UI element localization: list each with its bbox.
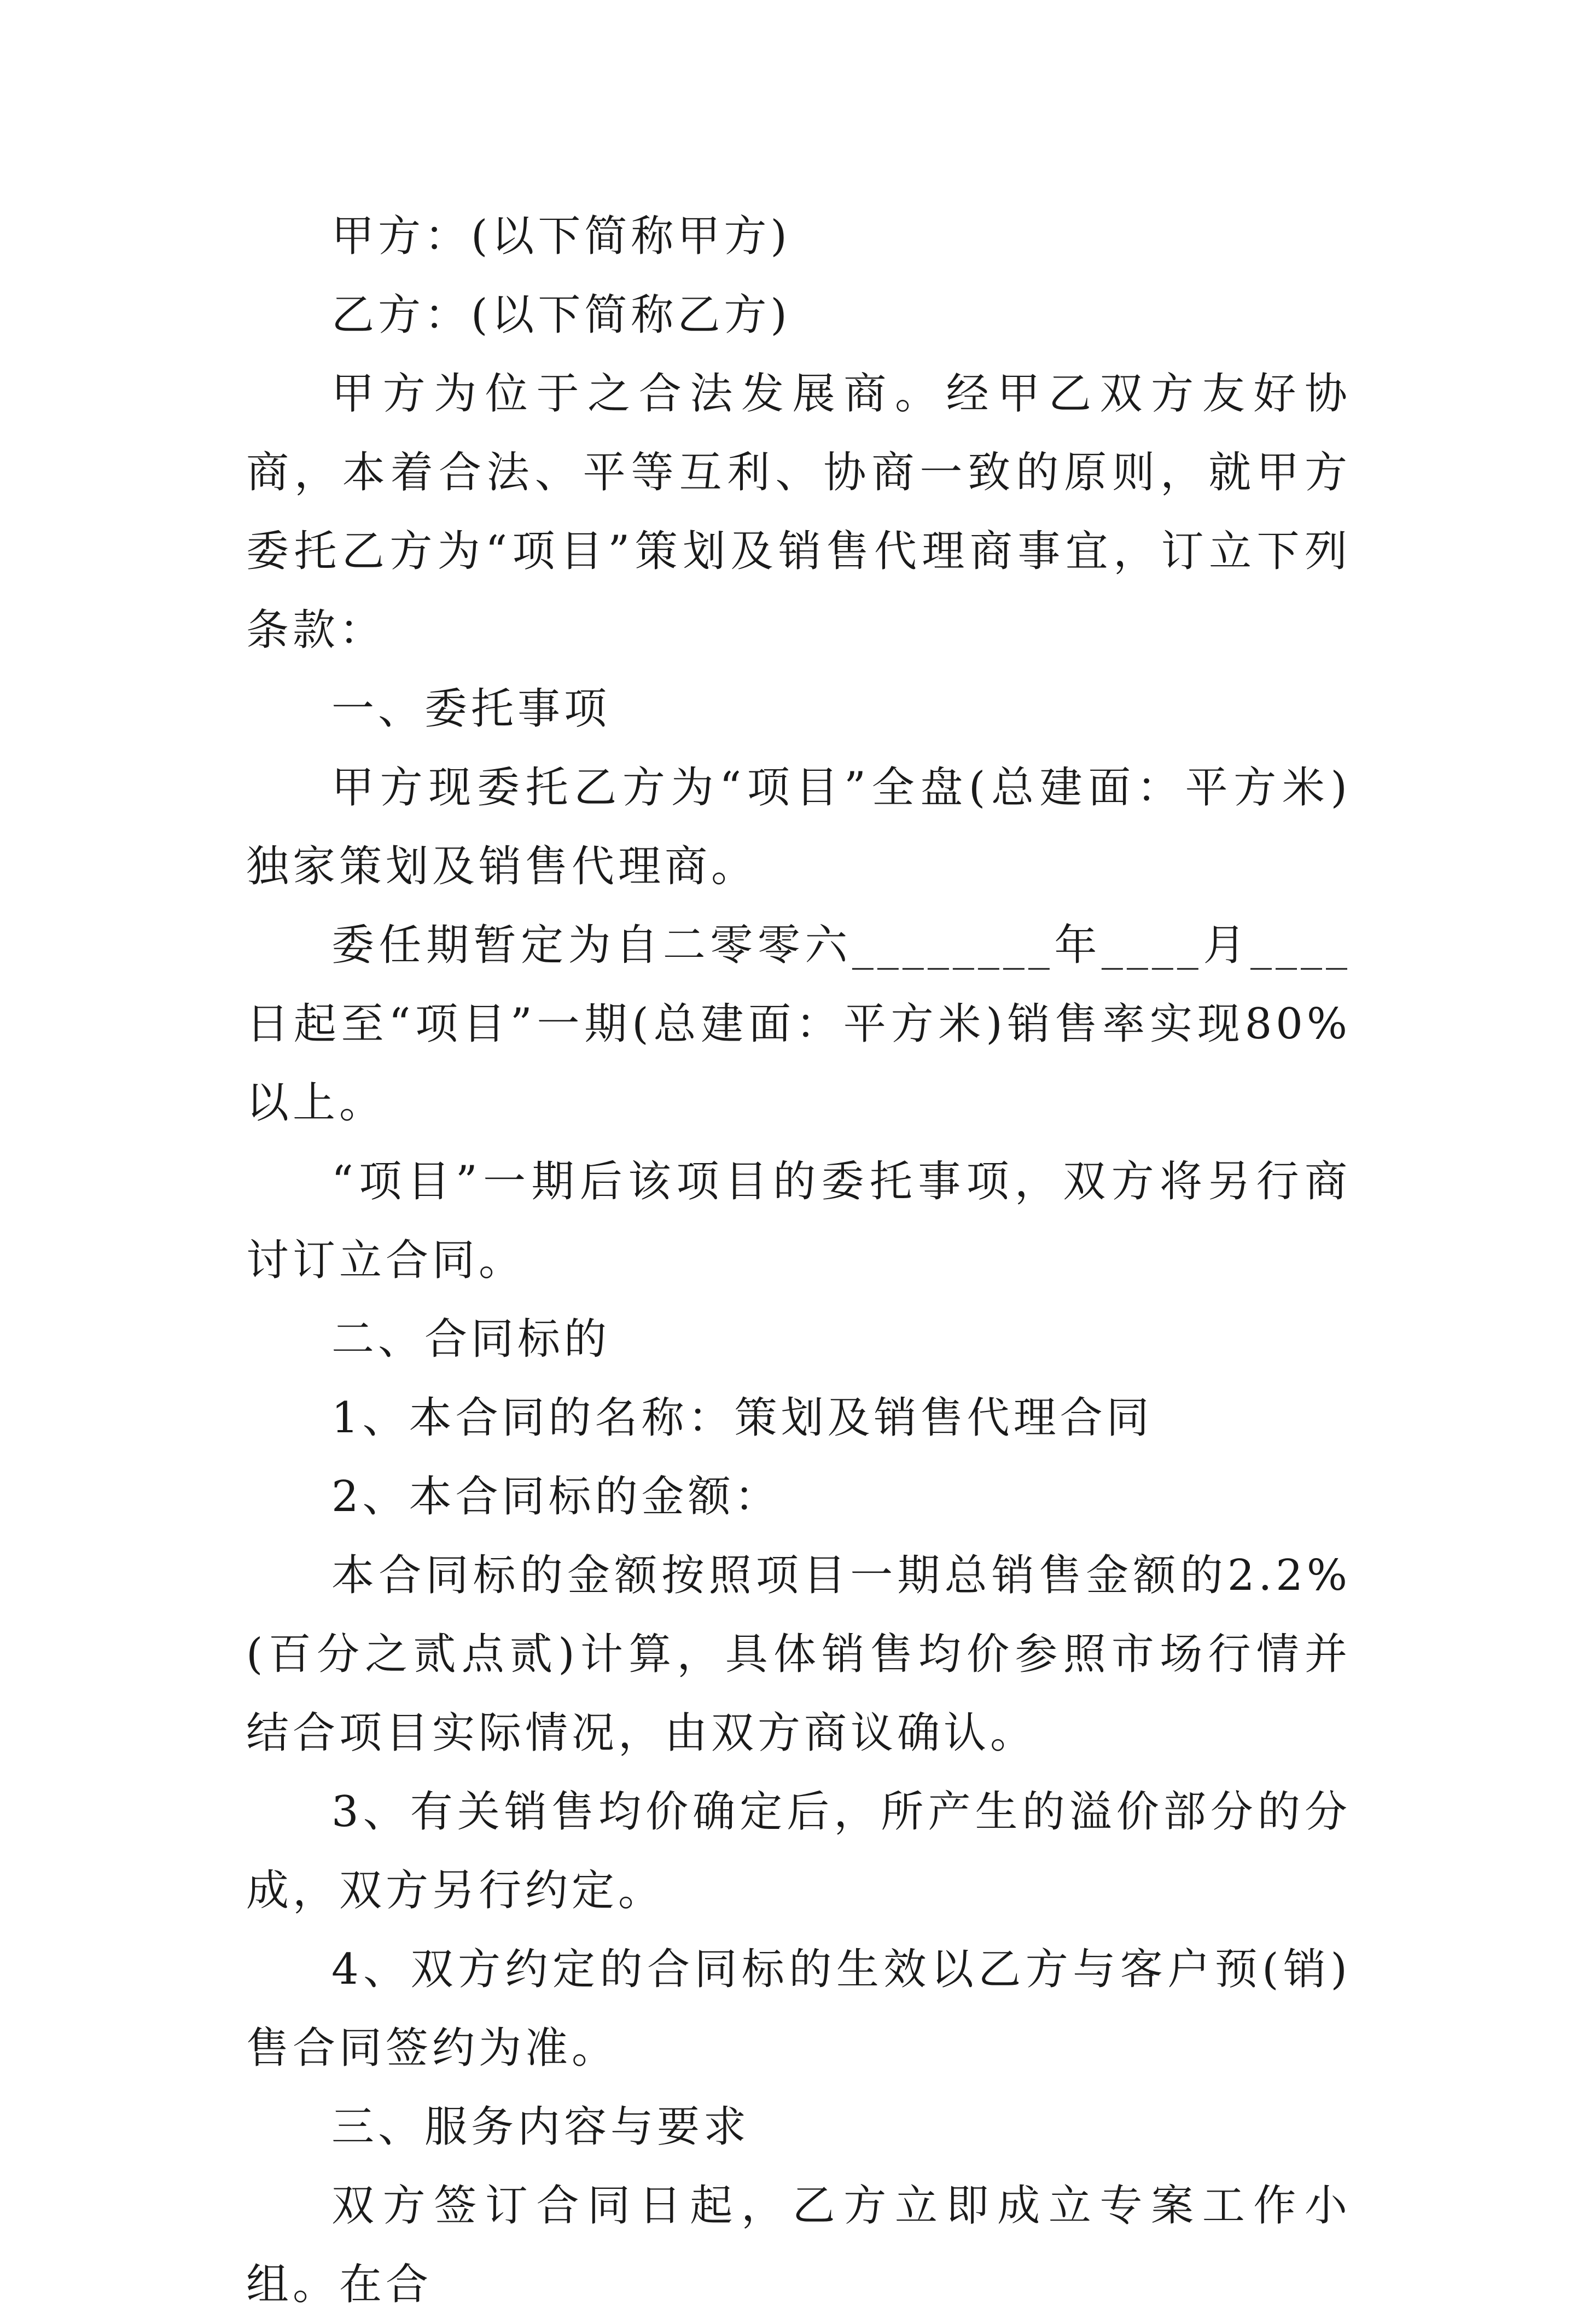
preamble-paragraph: 甲方为位于之合法发展商。经甲乙双方友好协商，本着合法、平等互利、协商一致的原则，就甲方委托乙方为“项目”策划及销售代理商事宜，订立下列条款： [246,369,1351,655]
term-paragraph: 委任期暂定为自二零零六________年____月____日起至“项目”一期(总建面：平方米)销售率实现80%以上。 [246,921,1351,1128]
followup-paragraph: “项目”一期后该项目的委托事项，双方将另行商讨订立合同。 [246,1157,1351,1285]
clause-3: 3、有关销售均价确定后，所产生的溢价部分的分成，双方另行约定。 [246,1787,1351,1915]
clause-4: 4、双方约定的合同标的生效以乙方与客户预(销)售合同签约为准。 [246,1945,1351,2073]
party-b-line: 乙方：(以下简称乙方) [331,290,791,340]
clause-2: 2、本合同标的金额： [331,1472,781,1521]
amount-paragraph: 本合同标的金额按照项目一期总销售金额的2.2%(百分之贰点贰)计算，具体销售均价参照市场行情并结合项目实际情况，由双方商议确认。 [246,1551,1351,1758]
section-heading-services: 三、服务内容与要求 [331,2102,750,2152]
party-a-line: 甲方：(以下简称甲方) [331,212,791,261]
section-heading-commission: 一、委托事项 [331,684,611,734]
clause-1: 1、本合同的名称：策划及销售代理合同 [331,1393,1153,1443]
services-paragraph: 双方签订合同日起，乙方立即成立专案工作小组。在合 [246,2181,1351,2309]
section-heading-subject: 二、合同标的 [331,1315,611,1364]
document-body [246,197,1351,2324]
commission-paragraph: 甲方现委托乙方为“项目”全盘(总建面：平方米)独家策划及销售代理商。 [246,763,1351,891]
